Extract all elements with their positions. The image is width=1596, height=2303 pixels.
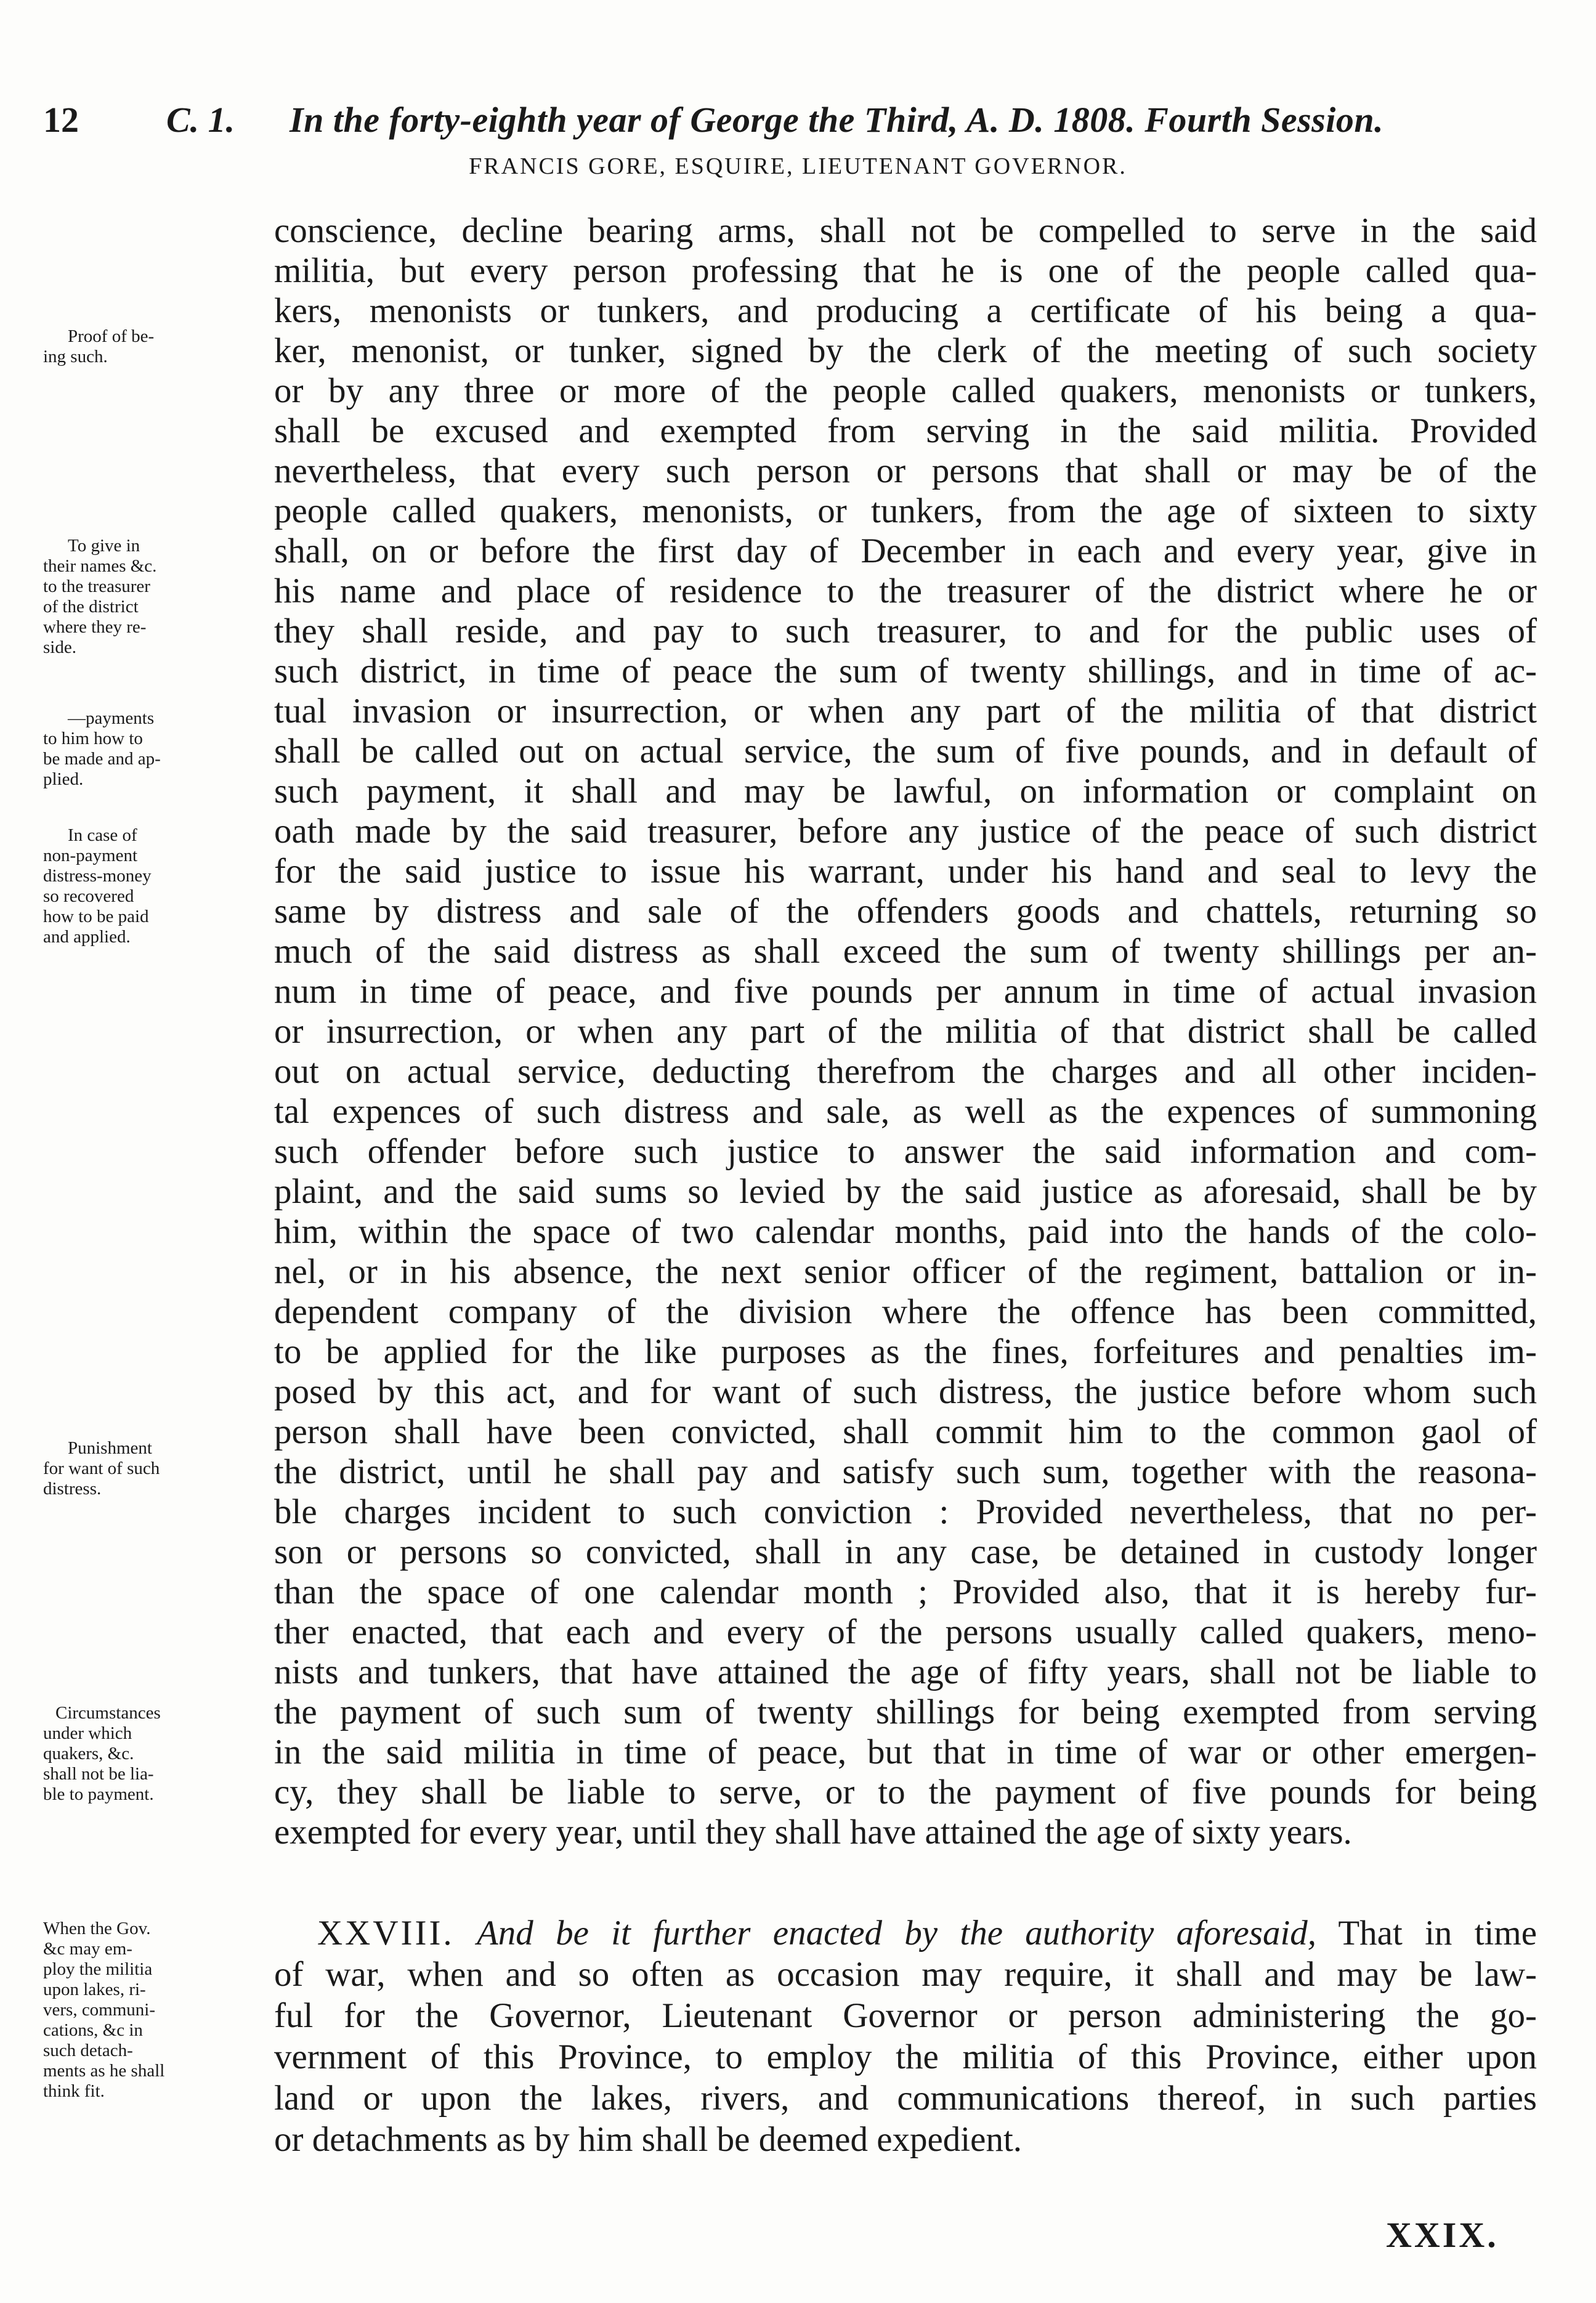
text-line: nists and tunkers, that have attained the age of fifty years, shall not be liable to <box>274 1653 1537 1691</box>
text-line: posed by this act, and for want of such distress, the justice before whom such <box>274 1372 1537 1411</box>
margin-note-line: Circumstances <box>55 1703 161 1723</box>
text-line: in the said militia in time of peace, but that in time of war or other emergen- <box>274 1733 1537 1771</box>
section-first-line <box>274 1912 1537 1954</box>
text-line: than the space of one calendar month ; Provided also, that it is hereby fur- <box>274 1572 1537 1611</box>
margin-note-line: to the treasurer <box>43 577 150 596</box>
margin-note-line: so recovered <box>43 886 134 906</box>
text-line: the district, until he shall pay and satisfy such sum, together with the reasona- <box>274 1452 1537 1491</box>
text-line: ful for the Governor, Lieutenant Governor or person administering the go- <box>274 1996 1537 2035</box>
text-line: such district, in time of peace the sum of twenty shillings, and in time of ac- <box>274 652 1537 690</box>
margin-note-give-names <box>43 536 256 658</box>
margin-note-non-payment <box>43 825 256 947</box>
margin-note-line: side. <box>43 637 76 657</box>
page-header <box>43 92 1546 148</box>
margin-note-line: ing such. <box>43 347 108 366</box>
running-title: In the forty-eighth year of George the Third, A. D. 1808. Fourth Session. <box>290 100 1384 140</box>
text-line: for the said justice to issue his warrant, under his hand and seal to levy the <box>274 852 1537 891</box>
text-line: exempted for every year, until they shall have attained the age of sixty years. <box>274 1813 1352 1852</box>
margin-note-line: think fit. <box>43 2081 105 2101</box>
margin-note-line: ments as he shall <box>43 2061 165 2081</box>
text-line: his name and place of residence to the treasurer of the district where he or <box>274 572 1537 610</box>
margin-note-proof <box>43 326 256 367</box>
section-first-line-rest: That in time <box>1316 1914 1537 1953</box>
margin-note-line: ble to payment. <box>43 1784 154 1804</box>
margin-note-line: distress. <box>43 1479 102 1499</box>
text-line: shall be called out on actual service, the sum of five pounds, and in default of <box>274 732 1537 771</box>
catchword: XXIX. <box>1386 2215 1499 2255</box>
text-line: ker, menonist, or tunker, signed by the clerk of the meeting of such society <box>274 331 1537 370</box>
margin-note-line: be made and ap- <box>43 749 161 769</box>
margin-note-line: upon lakes, ri- <box>43 1980 146 1999</box>
text-line: or detachments as by him shall be deemed expedient. <box>274 2120 1023 2159</box>
margin-note-line: In case of <box>68 825 137 845</box>
margin-note-governor-militia <box>43 1919 256 2102</box>
text-line: kers, menonists or tunkers, and producing a certificate of his being a qua- <box>274 291 1537 330</box>
body-paragraph <box>274 211 1537 1852</box>
text-line: shall, on or before the first day of December in each and every year, give in <box>274 532 1537 570</box>
margin-note-payments <box>43 708 256 790</box>
text-line: person shall have been convicted, shall commit him to the common gaol of <box>274 1412 1537 1451</box>
text-line: ble charges incident to such conviction : Provided nevertheless, that no per- <box>274 1492 1537 1531</box>
margin-note-line: cations, &c in <box>43 2020 143 2040</box>
margin-note-line: plied. <box>43 769 84 789</box>
margin-note-punishment <box>43 1438 256 1499</box>
margin-note-line: &c may em- <box>43 1939 132 1959</box>
text-line: they shall reside, and pay to such treasurer, to and for the public uses of <box>274 612 1537 650</box>
text-line: out on actual service, deducting therefrom the charges and all other inciden- <box>274 1052 1537 1091</box>
text-line: shall be excused and exempted from serving in the said militia. Provided <box>274 411 1537 450</box>
margin-note-line: where they re- <box>43 617 147 637</box>
margin-note-line: of the district <box>43 597 139 617</box>
margin-note-line: under which <box>43 1723 132 1743</box>
governor-subheader: FRANCIS GORE, ESQUIRE, LIEUTENANT GOVERNOR. <box>469 153 1127 179</box>
section-number: XXVIII. <box>317 1914 455 1953</box>
text-line: or by any three or more of the people called quakers, menonists or tunkers, <box>274 371 1537 410</box>
text-line: or insurrection, or when any part of the militia of that district shall be called <box>274 1012 1537 1051</box>
text-line: tual invasion or insurrection, or when any part of the militia of that district <box>274 692 1537 731</box>
text-line: vernment of this Province, to employ the militia of this Province, either upon <box>274 2038 1537 2076</box>
section-xxviii <box>274 1912 1537 2160</box>
margin-note-line: vers, communi- <box>43 2000 156 2020</box>
enacting-clause: And be it further enacted by the authority aforesaid, <box>476 1914 1317 1953</box>
text-line: son or persons so convicted, shall in any case, be detained in custody longer <box>274 1532 1537 1571</box>
margin-note-line: to him how to <box>43 729 143 748</box>
margin-note-line: Proof of be- <box>68 326 155 346</box>
chapter-number: C. 1. <box>166 100 235 140</box>
text-line: the payment of such sum of twenty shillings for being exempted from serving <box>274 1693 1537 1731</box>
margin-note-line: distress-money <box>43 866 152 886</box>
text-line: people called quakers, menonists, or tunkers, from the age of sixteen to sixty <box>274 492 1537 530</box>
page-number: 12 <box>43 100 79 140</box>
margin-note-line: When the Gov. <box>43 1919 151 1938</box>
text-line: nevertheless, that every such person or persons that shall or may be of the <box>274 451 1537 490</box>
text-line: num in time of peace, and five pounds per annum in time of actual invasion <box>274 972 1537 1011</box>
margin-note-line: non-payment <box>43 846 138 865</box>
text-line: same by distress and sale of the offenders goods and chattels, returning so <box>274 892 1537 931</box>
text-line: dependent company of the division where the offence has been committed, <box>274 1292 1537 1331</box>
text-line: plaint, and the said sums so levied by the said justice as aforesaid, shall be by <box>274 1172 1537 1211</box>
text-line: such payment, it shall and may be lawful, on information or complaint on <box>274 772 1537 811</box>
text-line: such offender before such justice to answer the said information and com- <box>274 1132 1537 1171</box>
margin-note-line: quakers, &c. <box>43 1744 134 1763</box>
text-line: much of the said distress as shall exceed the sum of twenty shillings per an- <box>274 932 1537 971</box>
text-line: tal expences of such distress and sale, as well as the expences of summoning <box>274 1092 1537 1131</box>
margin-note-line: their names &c. <box>43 556 157 576</box>
text-line: ther enacted, that each and every of the persons usually called quakers, meno- <box>274 1613 1537 1651</box>
text-line: oath made by the said treasurer, before any justice of the peace of such district <box>274 812 1537 851</box>
text-line: of war, when and so often as occasion may require, it shall and may be law- <box>274 1955 1537 1994</box>
text-line: nel, or in his absence, the next senior officer of the regiment, battalion or in- <box>274 1252 1537 1291</box>
text-line: cy, they shall be liable to serve, or to the payment of five pounds for being <box>274 1773 1537 1811</box>
margin-note-line: —payments <box>68 708 155 728</box>
margin-note-line: how to be paid <box>43 907 149 926</box>
margin-note-line: and applied. <box>43 927 131 947</box>
margin-note-line: To give in <box>68 536 140 556</box>
margin-note-line: Punishment <box>68 1438 152 1458</box>
text-line: to be applied for the like purposes as the fines, forfeitures and penalties im- <box>274 1332 1537 1371</box>
margin-note-line: shall not be lia- <box>43 1764 154 1784</box>
margin-note-line: ploy the militia <box>43 1959 153 1979</box>
margin-note-line: for want of such <box>43 1459 160 1478</box>
text-line: militia, but every person professing that he is one of the people called qua- <box>274 251 1537 290</box>
text-line: conscience, decline bearing arms, shall not be compelled to serve in the said <box>274 211 1537 250</box>
text-line: him, within the space of two calendar months, paid into the hands of the colo- <box>274 1212 1537 1251</box>
text-line: land or upon the lakes, rivers, and communications thereof, in such parties <box>274 2079 1537 2118</box>
margin-note-circumstances <box>43 1703 256 1805</box>
margin-note-line: such detach- <box>43 2041 133 2060</box>
